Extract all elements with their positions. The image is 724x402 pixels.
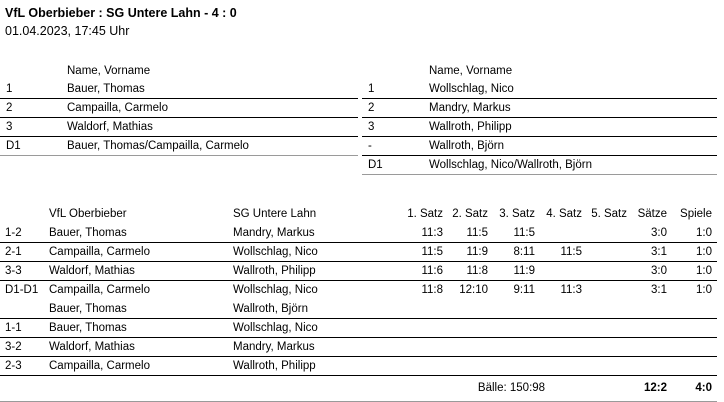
saetze-header: Sätze: [637, 208, 667, 220]
saetze-total: 12:2: [627, 376, 667, 402]
roster-pos-header: [362, 62, 423, 80]
roster-row: [362, 156, 717, 175]
match-num: 2-3: [0, 357, 44, 376]
set5-score: [582, 338, 627, 357]
match-num: D1-D1: [0, 281, 44, 319]
match-num: 2-1: [0, 243, 44, 262]
set5-score: [582, 224, 627, 243]
spiele-score: [667, 357, 717, 376]
roster-row: [0, 80, 358, 99]
baelle-total: Bälle: 150:98: [396, 376, 627, 402]
match-num: 1-1: [0, 319, 44, 338]
set5-score: [582, 319, 627, 338]
set1-score: 11:3: [396, 224, 443, 243]
roster-name-header: Name, Vorname: [429, 65, 513, 77]
away-player: Wollschlag, Nico: [233, 284, 318, 296]
player-name: Wollschlag, Nico/Wallroth, Björn: [423, 156, 717, 175]
spiele-header: Spiele: [680, 208, 712, 220]
set3-score: [488, 357, 535, 376]
result-row: [0, 338, 717, 357]
player-pos: D1: [362, 156, 423, 175]
roster-row: [0, 137, 358, 156]
roster-row: [362, 80, 717, 99]
set2-score: 11:8: [443, 262, 488, 281]
spiele-score: [667, 338, 717, 357]
spiele-score: 1:0: [667, 281, 717, 319]
set4-score: [535, 357, 582, 376]
saetze-score: 3:1: [627, 281, 667, 319]
results-table: [0, 205, 717, 402]
result-row: [0, 243, 717, 262]
set2-score: 11:9: [443, 243, 488, 262]
home-player: Campailla, Carmelo: [44, 243, 228, 262]
set1-header: 1. Satz: [407, 208, 443, 220]
set1-score: [396, 338, 443, 357]
set1-score: [396, 319, 443, 338]
spiele-score: 1:0: [667, 224, 717, 243]
roster-row: [0, 99, 358, 118]
player-pos: D1: [0, 137, 61, 156]
player-name: Campailla, Carmelo: [61, 99, 358, 118]
totals-empty-cell: [228, 376, 396, 402]
home-doubles-pair: [44, 281, 228, 319]
spiele-total: 4:0: [667, 376, 717, 402]
set5-header: 5. Satz: [591, 208, 627, 220]
away-player: Wollschlag, Nico: [228, 243, 396, 262]
away-player: Mandry, Markus: [228, 224, 396, 243]
set4-score: [535, 224, 582, 243]
roster-name-header: Name, Vorname: [67, 65, 151, 77]
set4-header: 4. Satz: [546, 208, 582, 220]
home-team-header: VfL Oberbieber: [49, 208, 127, 220]
saetze-score: [627, 357, 667, 376]
set4-score: [535, 319, 582, 338]
player-pos: 2: [362, 99, 423, 118]
totals-empty-cell: [0, 376, 44, 402]
spiele-score: 1:0: [667, 262, 717, 281]
spiele-score: [667, 319, 717, 338]
player-name: Bauer, Thomas: [61, 80, 358, 99]
set1-score: 11:6: [396, 262, 443, 281]
match-num: 3-2: [0, 338, 44, 357]
player-name: Wallroth, Philipp: [423, 118, 717, 137]
roster-header-row: [362, 62, 717, 80]
home-player: Waldorf, Mathias: [44, 262, 228, 281]
home-roster-table: [0, 62, 358, 156]
set1-score: 11:5: [396, 243, 443, 262]
set4-score: [535, 338, 582, 357]
player-pos: -: [362, 137, 423, 156]
player-pos: 3: [362, 118, 423, 137]
home-player: Bauer, Thomas: [44, 319, 228, 338]
saetze-score: 3:0: [627, 262, 667, 281]
saetze-score: [627, 319, 667, 338]
totals-row: [0, 376, 717, 402]
roster-row: [362, 99, 717, 118]
result-row: [0, 262, 717, 281]
player-name: Wollschlag, Nico: [423, 80, 717, 99]
totals-empty-cell: [44, 376, 228, 402]
player-name: Wallroth, Björn: [423, 137, 717, 156]
set3-score: 9:11: [488, 281, 535, 319]
set3-score: 11:9: [488, 262, 535, 281]
player-pos: 3: [0, 118, 61, 137]
home-player: Waldorf, Mathias: [44, 338, 228, 357]
set2-header: 2. Satz: [452, 208, 488, 220]
player-pos: 1: [0, 80, 61, 99]
player-name: Bauer, Thomas/Campailla, Carmelo: [61, 137, 358, 156]
result-row: [0, 357, 717, 376]
result-row-doubles: [0, 281, 717, 319]
saetze-score: 3:1: [627, 243, 667, 262]
match-title: VfL Oberbieber : SG Untere Lahn - 4 : 0: [5, 6, 237, 20]
match-num: 3-3: [0, 262, 44, 281]
spiele-score: 1:0: [667, 243, 717, 262]
away-player: Wallroth, Philipp: [228, 357, 396, 376]
match-num-header: [0, 205, 44, 224]
set5-score: [582, 357, 627, 376]
away-team-header: SG Untere Lahn: [233, 208, 317, 220]
result-row: [0, 319, 717, 338]
match-datetime: 01.04.2023, 17:45 Uhr: [5, 24, 130, 38]
roster-row: [362, 118, 717, 137]
away-roster-table: [362, 62, 717, 175]
set3-score: [488, 319, 535, 338]
set2-score: 11:5: [443, 224, 488, 243]
set2-score: [443, 338, 488, 357]
away-player: Mandry, Markus: [228, 338, 396, 357]
set2-score: 12:10: [443, 281, 488, 319]
away-player: Wollschlag, Nico: [228, 319, 396, 338]
home-player: Campailla, Carmelo: [49, 284, 150, 296]
away-player-partner: Wallroth, Björn: [233, 302, 308, 315]
away-player: Wallroth, Philipp: [228, 262, 396, 281]
set3-score: [488, 338, 535, 357]
set1-score: 11:8: [396, 281, 443, 319]
home-player: Bauer, Thomas: [44, 224, 228, 243]
set3-header: 3. Satz: [499, 208, 535, 220]
player-name: Waldorf, Mathias: [61, 118, 358, 137]
results-header-row: [0, 205, 717, 224]
set4-score: [535, 262, 582, 281]
set2-score: [443, 319, 488, 338]
set4-score: 11:3: [535, 281, 582, 319]
set1-score: [396, 357, 443, 376]
player-pos: 1: [362, 80, 423, 99]
player-name: Mandry, Markus: [423, 99, 717, 118]
home-player-partner: Bauer, Thomas: [49, 302, 127, 315]
set5-score: [582, 281, 627, 319]
saetze-score: [627, 338, 667, 357]
result-row: [0, 224, 717, 243]
match-num: 1-2: [0, 224, 44, 243]
player-pos: 2: [0, 99, 61, 118]
home-player: Campailla, Carmelo: [44, 357, 228, 376]
set3-score: 8:11: [488, 243, 535, 262]
roster-header-row: [0, 62, 358, 80]
roster-pos-header: [0, 62, 61, 80]
away-doubles-pair: [228, 281, 396, 319]
set3-score: 11:5: [488, 224, 535, 243]
roster-row: [362, 137, 717, 156]
saetze-score: 3:0: [627, 224, 667, 243]
set5-score: [582, 243, 627, 262]
set4-score: 11:5: [535, 243, 582, 262]
set5-score: [582, 262, 627, 281]
set2-score: [443, 357, 488, 376]
roster-row: [0, 118, 358, 137]
